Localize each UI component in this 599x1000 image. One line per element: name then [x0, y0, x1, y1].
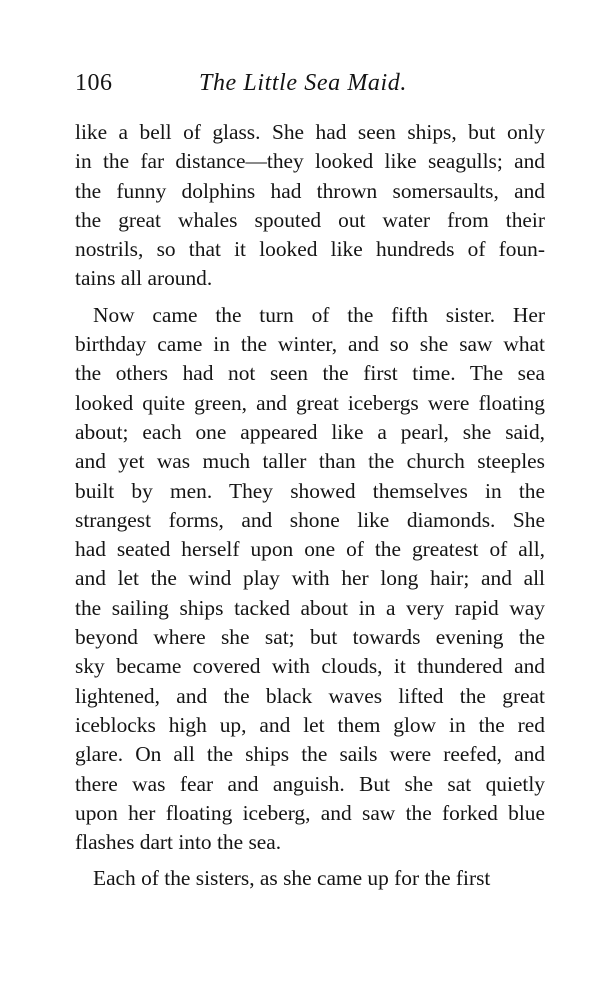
- text-line: looked quite green, and great icebergs were floating: [75, 390, 545, 415]
- text-line: tains all around.: [75, 266, 213, 291]
- body-text: [75, 118, 545, 894]
- text-line: flashes dart into the sea.: [75, 830, 282, 855]
- paragraph-gap: [75, 857, 545, 864]
- text-line: upon her floating iceberg, and saw the forked blue: [75, 800, 545, 825]
- text-line: Each of the sisters, as she came up for the first: [93, 866, 491, 891]
- text-line: the funny dolphins had thrown somersaults, and: [75, 178, 545, 203]
- text-line: birthday came in the winter, and so she saw what: [75, 332, 545, 357]
- running-title: The Little Sea Maid.: [199, 70, 407, 96]
- paragraph-gap: [75, 294, 545, 301]
- text-line: in the far distance—they looked like seagulls; and: [75, 149, 545, 174]
- paragraph: [75, 301, 545, 858]
- text-line: about; each one appeared like a pearl, she said,: [75, 419, 545, 444]
- text-line: nostrils, so that it looked like hundreds of foun-: [75, 237, 545, 262]
- text-line: there was fear and anguish. But she sat quietly: [75, 771, 545, 796]
- text-line: iceblocks high up, and let them glow in the red: [75, 712, 545, 737]
- text-line: the sailing ships tacked about in a very rapid way: [75, 595, 545, 620]
- text-line: the great whales spouted out water from their: [75, 207, 545, 232]
- text-line: beyond where she sat; but towards evening the: [75, 625, 545, 650]
- text-line: had seated herself upon one of the greatest of all,: [75, 537, 545, 562]
- running-head: [75, 70, 545, 104]
- text-line: glare. On all the ships the sails were reefed, and: [75, 742, 545, 767]
- page-number: 106: [75, 70, 113, 96]
- paragraph: [75, 864, 545, 893]
- text-line: and let the wind play with her long hair; and all: [75, 566, 545, 591]
- text-line: strangest forms, and shone like diamonds. She: [75, 507, 545, 532]
- text-line: like a bell of glass. She had seen ships, but only: [75, 120, 545, 144]
- text-line: built by men. They showed themselves in the: [75, 478, 545, 503]
- text-line: lightened, and the black waves lifted the great: [75, 683, 545, 708]
- text-line: sky became covered with clouds, it thundered and: [75, 654, 545, 679]
- text-line: and yet was much taller than the church steeples: [75, 449, 545, 474]
- paragraph: [75, 118, 545, 294]
- text-line: the others had not seen the first time. The sea: [75, 361, 545, 386]
- text-line: Now came the turn of the fifth sister. Her: [93, 302, 545, 327]
